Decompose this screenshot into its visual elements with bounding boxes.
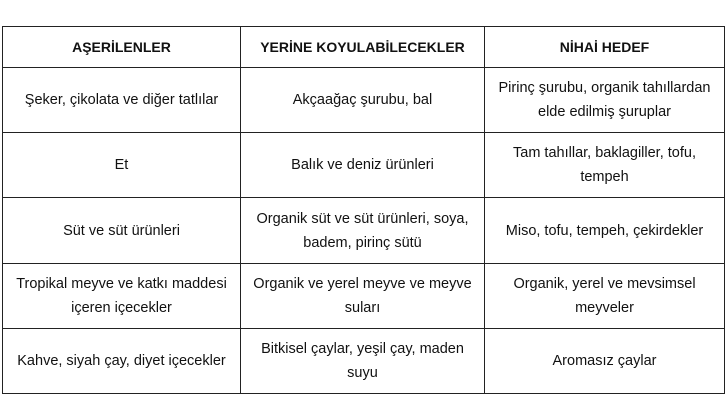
cell-text: Pirinç şurubu, organik tahıllardan elde edilmiş şuruplar — [498, 80, 711, 120]
table-row — [3, 198, 725, 264]
table-row — [3, 68, 725, 133]
table-cell — [241, 198, 485, 264]
cell-text: Organik, yerel ve mevsimsel meyveler — [513, 276, 696, 316]
cell-text: Tam tahıllar, baklagiller, tofu, tempeh — [513, 145, 696, 185]
table-row — [3, 329, 725, 394]
cell-text: Balık ve deniz ürünleri — [291, 157, 434, 173]
cell-text: Miso, tofu, tempeh, çekirdekler — [505, 222, 704, 239]
table-cell — [241, 133, 485, 198]
cell-text: Organik ve yerel meyve ve meyve suları — [253, 276, 472, 316]
table-cell — [485, 68, 725, 133]
header-cravings: AŞERİLENLER — [3, 27, 241, 68]
food-substitution-table — [2, 26, 725, 394]
table-cell — [241, 68, 485, 133]
table-cell — [485, 329, 725, 394]
cell-text: Akçaağaç şurubu, bal — [292, 92, 433, 108]
table-cell — [3, 133, 241, 198]
cell-text: Süt ve süt ürünleri — [63, 222, 180, 239]
table-cell — [3, 68, 241, 133]
table-cell — [3, 329, 241, 394]
table-cell — [485, 264, 725, 329]
table-header-row — [3, 27, 725, 68]
cell-text: Organik süt ve süt ürünleri, soya, badem, pirinç sütü — [256, 210, 469, 251]
table-cell — [3, 264, 241, 329]
cell-text: Bitkisel çaylar, yeşil çay, maden suyu — [261, 341, 464, 381]
table-row — [3, 133, 725, 198]
header-substitutes: YERİNE KOYULABİLECEKLER — [241, 27, 485, 68]
cell-text: Kahve, siyah çay, diyet içecekler — [17, 353, 226, 369]
table-cell — [241, 264, 485, 329]
table-cell — [241, 329, 485, 394]
table-cell — [485, 133, 725, 198]
cell-text: Et — [114, 157, 129, 173]
table-cell — [485, 198, 725, 264]
cell-text: Şeker, çikolata ve diğer tatlılar — [24, 92, 219, 108]
cell-text: Aromasız çaylar — [552, 353, 657, 369]
table-cell — [3, 198, 241, 264]
cell-text: Tropikal meyve ve katkı maddesi içeren içecekler — [16, 276, 227, 316]
header-final-goal: NİHAİ HEDEF — [485, 27, 725, 68]
table-row — [3, 264, 725, 329]
